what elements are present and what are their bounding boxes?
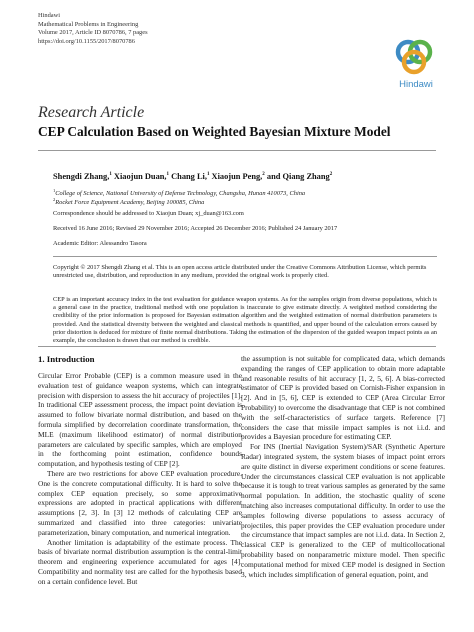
author-name: Chang Li, [171,172,207,181]
article-type: Research Article [38,104,145,121]
author-affil-mark: 1 [109,172,112,178]
section-heading: 1. Introduction [38,354,95,364]
affiliation-mark: 1 [53,188,56,193]
journal-name: Mathematical Problems in Engineering [38,20,139,28]
left-column [38,371,242,587]
paragraph: Another limitation is adaptability of the estimate process. The basis of bivariate normal distribution assumption is the central-limit theorem and engineering experience accumulated for ages [4]. Compatibility and normality test are called for the hypothesis based on a certain confidence level. But [38,537,242,586]
doi-link[interactable]: https://doi.org/10.1155/2017/8070786 [38,37,135,45]
logo-wordmark: Hindawi [399,79,433,90]
paragraph: For INS (Inertial Navigation System)/SAR (Synthetic Aperture Radar) integrated system, the system biases of impact point errors are quite distinct in diverse experiment conditions or scene features. Under the circumstances classical CEP evaluation is not applicable because it is tough to treat various samples as generated by the same normal population. In addition, the stochastic quality of scene matching also increases computational difficulty. In order to use the samples following diverse populations to assess accuracy of projectiles, this paper provides the CEP evaluation procedure under the circumstance that impact samples are not i.i.d. data. In Section 2, classical CEP is generalized to the CEP of multicollocational probability based on nonparametric mixture model. Then specific computational method for mixed CEP model is designed in Section 3, which includes simplification of general equation, point, and [241,442,445,579]
affiliation [53,197,204,206]
author-name: Shengdi Zhang, [53,172,110,181]
author-name: Xiaojun Duan, [113,172,167,181]
affiliation-text: Rocket Force Equipment Academy, Beijing 100085, China [55,199,205,207]
article-title: CEP Calculation Based on Weighted Bayesian Mixture Model [38,124,391,139]
author-name: Xiaojun Peng, [211,172,263,181]
journal-header [38,12,148,46]
volume-info: Volume 2017, Article ID 8070786, 7 pages [38,29,148,37]
author-affil-mark: 2 [329,172,333,178]
author-affil-mark: 1 [166,172,170,178]
author-affil-mark: 2 [262,172,265,178]
abstract: CEP is an important accuracy index in the test evaluation for guidance weapon systems. As for the samples origin from diverse populations, which is a general case in the practice, traditional method with one population is inaccurate to give estimate directly. A weighted method considering the credibility of the prior information is proposed for Bayesian estimation algorithm and the weighted estimation of normal distribution parameters is provided. And the statistical diversity between the weighted and classical methods is quantified, and upper bound of the calculation errors caused by prior distortion is deduced for mixture of finite normal distributions. Taking the estimation of the dispersion of the guided weapon impact points as an example, the conclusion is drawn that our method is credible. [53,296,437,345]
paragraph: the assumption is not suitable for complicated data, which demands expanding the ranges of CEP application to obtain more adaptable and reasonable results of hit accuracy [1, 2, 5, 6]. A bias-corrected estimator of CEP is provided based on Cornish-Fisher expansion in [2]. And in [5, 6], CEP is extended to CEP (Area Circular Error Probability) to overcome the disadvantage that CEP is not combined with the self-characteristics of surface targets. Reference [7] considers the case that missile impact samples is not i.i.d. and provides a Bayesian procedure for estimating CEP. [241,354,445,442]
abstract-divider [38,346,436,347]
correspondence: Correspondence should be addressed to Xiaojun Duan; xj_duan@163.com [53,210,244,217]
author-affil-mark: 1 [206,172,210,178]
meta-divider [53,256,437,257]
hindawi-logo-icon [394,36,434,80]
author-list [53,172,332,181]
paragraph: There are two restrictions for above CEP evaluation procedure. One is the concrete computational difficulty. It is hard to solve the complex CEP equation precisely, so some approximative expressions are adopted in practical applications with different assumptions [2, 3]. In [3] 12 methods of calculating CEP are summarized and classified into three categories: univariate parameterization, binary computation, and numerical integration. [38,468,242,537]
publisher-name: Hindawi [38,12,61,19]
affiliation-mark: 2 [53,197,56,202]
copyright-notice: Copyright © 2017 Shengdi Zhang et al. This is an open access article distributed under the Creative Commons Attribution License, which permits unrestricted use, distribution, and reproduction in any medium, provided the original work is properly cited. [53,264,427,280]
academic-editor: Academic Editor: Alessandro Tasora [53,240,147,247]
affiliation-text: College of Science, National University of Defense Technology, Changsha, Hunan 410073, China [55,190,306,198]
article-dates: Received 16 June 2016; Revised 29 November 2016; Accepted 26 December 2016; Published 24 January 2017 [53,225,338,232]
paragraph: Circular Error Probable (CEP) is a common measure used in the evaluation test of guidance weapon systems, which can integrate precision with dispersion to assess the hit accuracy of projectiles [1]. In traditional CEP assessment process, the impact point deviation is assumed to follow bivariate normal distribution, and based on the formula simplified by decorrelation coordinate transformation, the MLE (maximum likelihood estimator) of normal distribution parameters are calculated by specific samples, which are employed in the forthcoming point estimation, confidence bounds computation, and hypothesis testing of CEP [2]. [38,371,242,469]
affiliation [53,188,305,197]
title-divider [38,150,436,151]
right-column [241,354,445,579]
author-name: and Qiang Zhang [266,172,330,181]
